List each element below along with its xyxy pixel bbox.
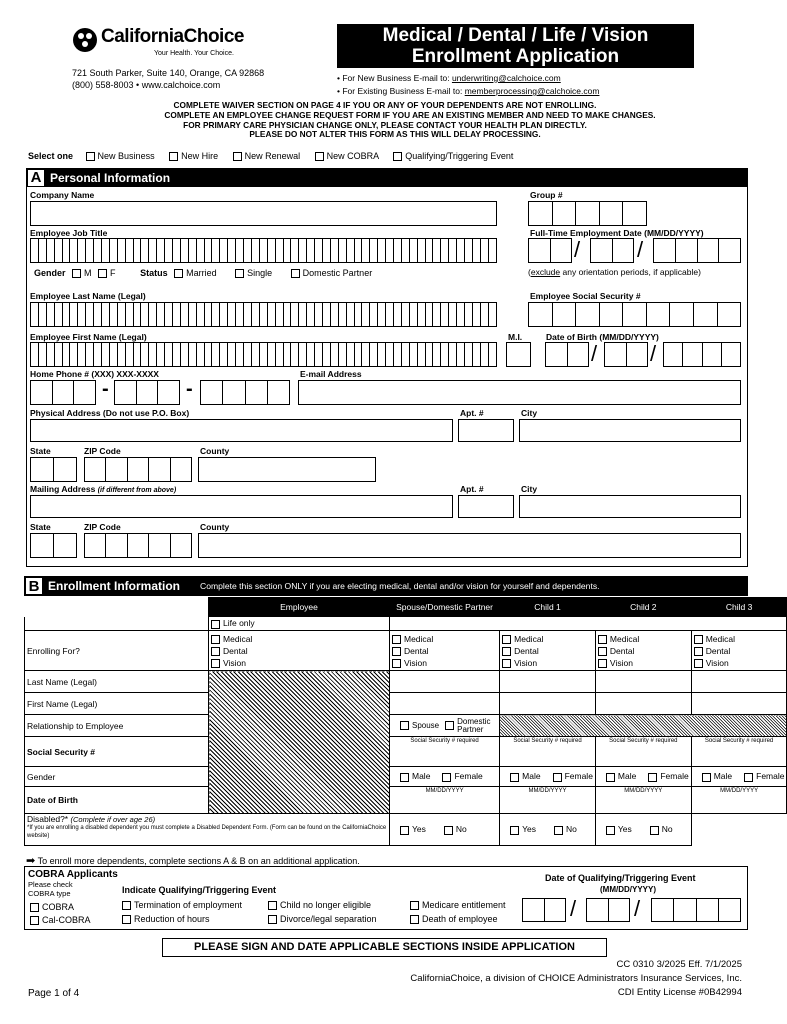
col-child2: Child 2 <box>595 598 691 617</box>
state-field[interactable] <box>30 457 77 482</box>
male-checkbox[interactable] <box>400 773 409 782</box>
california-choice-logo-icon <box>72 26 98 54</box>
male-checkbox[interactable] <box>606 773 615 782</box>
child3-ssn[interactable]: Social Security # required <box>691 737 787 767</box>
spouse-gender: Male Female <box>390 767 500 787</box>
city-label: City <box>521 408 538 418</box>
dental-checkbox[interactable] <box>694 647 703 656</box>
mailing-zip-field[interactable] <box>84 533 192 558</box>
medical-checkbox[interactable] <box>694 635 703 644</box>
dob-month-field[interactable] <box>545 342 589 367</box>
spouse-checkbox[interactable] <box>400 721 409 730</box>
medical-checkbox[interactable] <box>502 635 511 644</box>
date-slash: / <box>634 896 641 921</box>
qualifying-date-title: Date of Qualifying/Triggering Event <box>545 873 696 883</box>
male-checkbox[interactable] <box>510 773 519 782</box>
title-banner <box>337 24 694 68</box>
col-employee: Employee <box>209 598 390 617</box>
vision-checkbox[interactable] <box>392 659 401 668</box>
spouse-relationship: Spouse Domestic Partner <box>390 715 500 737</box>
child2-dob[interactable]: MM/DD/YYYY <box>595 787 691 814</box>
cobra-type-options: COBRA Cal-COBRA <box>30 901 91 927</box>
mailing-county-field[interactable] <box>198 533 741 558</box>
event-month-field[interactable] <box>522 898 566 922</box>
child2-last-name[interactable] <box>595 671 691 693</box>
license: CDI Entity License #0B42994 <box>617 987 742 998</box>
section-letter-a: A <box>28 170 44 186</box>
medical-checkbox[interactable] <box>598 635 607 644</box>
title-line2: Enrollment Application <box>411 46 620 67</box>
death-checkbox[interactable] <box>410 915 419 924</box>
indicate-event-label: Indicate Qualifying/Triggering Event <box>122 885 277 895</box>
employee-coverage: Medical Dental Vision <box>209 631 390 671</box>
female-checkbox[interactable] <box>553 773 562 782</box>
spouse-dob[interactable]: MM/DD/YYYY <box>390 787 500 814</box>
date-slash: / <box>574 237 581 262</box>
dental-checkbox[interactable] <box>598 647 607 656</box>
mailing-city-field[interactable] <box>519 495 741 518</box>
ssn-label: Employee Social Security # <box>530 291 641 301</box>
child1-coverage: Medical Dental Vision <box>500 631 596 671</box>
enrollment-table <box>24 597 787 846</box>
child1-last-name[interactable] <box>500 671 596 693</box>
last-name-field[interactable] <box>30 302 497 327</box>
mailing-apt-label: Apt. # <box>460 484 484 494</box>
zip-field[interactable] <box>84 457 192 482</box>
female-checkbox[interactable] <box>442 773 451 782</box>
form-id: CC 0310 3/2025 Eff. 7/1/2025 <box>616 959 742 970</box>
email-field[interactable] <box>298 380 741 405</box>
female-checkbox[interactable] <box>648 773 657 782</box>
dental-checkbox[interactable] <box>211 647 220 656</box>
section-letter-b: B <box>26 578 42 594</box>
city-field[interactable] <box>519 419 741 442</box>
group-label: Group # <box>530 190 563 200</box>
page-number: Page 1 of 4 <box>28 988 80 999</box>
apt-field[interactable] <box>458 419 514 442</box>
company-phone-web: (800) 558-8003 • www.calchoice.com <box>72 80 221 90</box>
spouse-last-name[interactable] <box>390 671 500 693</box>
status-single-checkbox[interactable] <box>235 269 244 278</box>
email-new-link[interactable]: underwriting@calchoice.com <box>451 73 561 83</box>
group-number-field[interactable] <box>528 201 647 226</box>
phone-dash: - <box>102 378 109 400</box>
vision-checkbox[interactable] <box>211 659 220 668</box>
relationship-row-label: Relationship to Employee <box>25 715 209 737</box>
county-field[interactable] <box>198 457 376 482</box>
status-label: Status <box>140 268 168 278</box>
employee-hatched-area <box>209 671 390 814</box>
no-checkbox[interactable] <box>554 826 563 835</box>
yes-checkbox[interactable] <box>606 826 615 835</box>
child3-first-name[interactable] <box>691 693 787 715</box>
child3-last-name[interactable] <box>691 671 787 693</box>
section-b-header <box>24 576 748 596</box>
phone-prefix-field[interactable] <box>114 380 180 405</box>
mailing-state-field[interactable] <box>30 533 77 558</box>
spouse-first-name[interactable] <box>390 693 500 715</box>
ssn-row-label: Social Security # <box>25 737 209 767</box>
domestic-partner-checkbox[interactable] <box>445 721 454 730</box>
spouse-ssn[interactable]: Social Security # required <box>390 737 500 767</box>
email-existing: • For Existing Business E-mail to: memberprocessing@calchoice.com <box>337 86 600 96</box>
event-year-field[interactable] <box>651 898 741 922</box>
gender-status-row: Gender M F Status Married Single Domestic Partner <box>34 268 373 278</box>
mailing-note: (if different from above) <box>97 487 177 494</box>
female-checkbox[interactable] <box>744 773 753 782</box>
medical-checkbox[interactable] <box>211 635 220 644</box>
mi-field[interactable] <box>506 342 531 367</box>
child3-coverage: Medical Dental Vision <box>691 631 787 671</box>
gender-m-checkbox[interactable] <box>72 269 81 278</box>
event-options: Termination of employment Child no longer eligible Medicare entitlement Reduction of hours Divorce/legal separation Death of employee <box>122 898 506 926</box>
disabled-row-label: Disabled?* (Complete if over age 26) *If you are enrolling a disabled dependent you must complete a Disabled Dependent Form. (Form can be found on the CaliforniaChoice website) <box>25 814 390 846</box>
email-new: • For New Business E-mail to: underwriting@calchoice.com <box>337 73 561 83</box>
spouse-coverage: Medical Dental Vision <box>390 631 500 671</box>
physical-address-field[interactable] <box>30 419 453 442</box>
cal-cobra-checkbox[interactable] <box>30 916 39 925</box>
instruction-line: COMPLETE WAIVER SECTION ON PAGE 4 IF YOU OR ANY OF YOUR DEPENDENTS ARE NOT ENROLLING. <box>173 100 597 110</box>
mi-label: M.I. <box>508 332 523 342</box>
mailing-apt-field[interactable] <box>458 495 514 518</box>
section-a-header <box>26 168 748 187</box>
medicare-checkbox[interactable] <box>410 901 419 910</box>
mailing-city-label: City <box>521 484 538 494</box>
cobra-please-check: Please check COBRA type <box>28 880 73 898</box>
child-ineligible-checkbox[interactable] <box>268 901 277 910</box>
last-name-label: Employee Last Name (Legal) <box>30 291 146 301</box>
email-existing-link[interactable]: memberprocessing@calchoice.com <box>464 86 600 96</box>
medical-checkbox[interactable] <box>392 635 401 644</box>
child1-dob[interactable]: MM/DD/YYYY <box>500 787 596 814</box>
dob-day-field[interactable] <box>604 342 648 367</box>
phone-dash: - <box>186 378 193 400</box>
vision-checkbox[interactable] <box>598 659 607 668</box>
first-name-label: Employee First Name (Legal) <box>30 332 147 342</box>
child2-coverage: Medical Dental Vision <box>595 631 691 671</box>
date-slash: / <box>570 896 577 921</box>
dob-label: Date of Birth (MM/DD/YYYY) <box>546 332 659 342</box>
dob-row-label: Date of Birth <box>25 787 209 814</box>
arrow-right-icon: ➡ <box>26 855 36 867</box>
title-line1: Medical / Dental / Life / Vision <box>382 25 649 46</box>
fulltime-year-field[interactable] <box>653 238 741 263</box>
logo <box>72 24 262 64</box>
new-business-checkbox[interactable] <box>86 152 95 161</box>
job-title-label: Employee Job Title <box>30 228 108 238</box>
gender-row-label: Gender <box>25 767 209 787</box>
no-checkbox[interactable] <box>444 826 453 835</box>
mailing-zip-label: ZIP Code <box>84 522 121 532</box>
child2-disabled: Yes No <box>500 814 596 846</box>
mailing-county-label: County <box>200 522 230 532</box>
yes-checkbox[interactable] <box>400 826 409 835</box>
phone-line-field[interactable] <box>200 380 290 405</box>
col-child3: Child 3 <box>691 598 787 617</box>
vision-checkbox[interactable] <box>502 659 511 668</box>
divorce-checkbox[interactable] <box>268 915 277 924</box>
cobra-title: COBRA Applicants <box>28 869 118 880</box>
vision-checkbox[interactable] <box>694 659 703 668</box>
reduction-hours-checkbox[interactable] <box>122 915 131 924</box>
child1-first-name[interactable] <box>500 693 596 715</box>
first-name-row-label: First Name (Legal) <box>25 693 209 715</box>
phone-area-field[interactable] <box>30 380 96 405</box>
logo-name: CaliforniaChoice <box>101 26 244 47</box>
child1-ssn[interactable]: Social Security # required <box>500 737 596 767</box>
select-one-row: Select one New Business New Hire New Renewal New COBRA Qualifying/Triggering Event <box>28 151 514 161</box>
mailing-address-field[interactable] <box>30 495 453 518</box>
mailing-state-label: State <box>30 522 51 532</box>
ssn-field[interactable] <box>528 302 741 327</box>
fulltime-month-field[interactable] <box>528 238 572 263</box>
male-checkbox[interactable] <box>702 773 711 782</box>
dob-year-field[interactable] <box>663 342 741 367</box>
company-address: 721 South Parker, Suite 140, Orange, CA 92868 <box>72 68 265 78</box>
dental-checkbox[interactable] <box>502 647 511 656</box>
life-only-checkbox[interactable] <box>211 620 220 629</box>
child1-disabled: Yes No <box>390 814 500 846</box>
first-name-field[interactable] <box>30 342 497 367</box>
instruction-line: COMPLETE AN EMPLOYEE CHANGE REQUEST FORM IF YOU ARE AN EXISTING MEMBER AND NEED TO MAKE CHANGES. <box>164 109 656 120</box>
mailing-address-label: Mailing Address (if different from above) <box>30 484 177 494</box>
state-label: State <box>30 446 51 456</box>
child1-gender: Male Female <box>500 767 596 787</box>
county-label: County <box>200 446 230 456</box>
company-name-label: Company Name <box>30 190 95 200</box>
gender-f-checkbox[interactable] <box>98 269 107 278</box>
section-b-title: Enrollment Information <box>48 579 180 593</box>
select-one-label: Select one <box>28 151 74 161</box>
home-phone-label: Home Phone # (XXX) XXX-XXXX <box>30 369 159 379</box>
child-relationship-hatched <box>500 715 787 737</box>
date-slash: / <box>650 341 657 366</box>
exclude-note: (exclude any orientation periods, if applicable) <box>528 267 701 277</box>
logo-tagline: Your Health. Your Choice. <box>154 50 234 57</box>
instruction-line: PLEASE DO NOT ALTER THIS FORM AS THIS WILL DELAY PROCESSING. <box>249 129 541 140</box>
status-domestic-partner-checkbox[interactable] <box>291 269 300 278</box>
company-name-field[interactable] <box>30 201 497 226</box>
status-married-checkbox[interactable] <box>174 269 183 278</box>
cobra-checkbox[interactable] <box>30 903 39 912</box>
physical-address-label: Physical Address (Do not use P.O. Box) <box>30 408 190 418</box>
new-hire-checkbox[interactable] <box>169 152 178 161</box>
termination-checkbox[interactable] <box>122 901 131 910</box>
child3-gender: Male Female <box>691 767 787 787</box>
yes-checkbox[interactable] <box>510 826 519 835</box>
section-b-subtitle: Complete this section ONLY if you are electing medical, dental and/or vision for yourself and dependents. <box>200 581 600 591</box>
section-a-title: Personal Information <box>50 170 171 185</box>
date-slash: / <box>637 237 644 262</box>
job-title-field[interactable] <box>30 238 497 263</box>
fulltime-day-field[interactable] <box>590 238 634 263</box>
child3-disabled: Yes No <box>595 814 691 846</box>
life-only-cell: Life only <box>209 617 390 631</box>
no-checkbox[interactable] <box>650 826 659 835</box>
footer-company: CaliforniaChoice, a division of CHOICE Administrators Insurance Services, Inc. <box>410 973 742 984</box>
gender-label: Gender <box>34 268 66 278</box>
child3-dob[interactable]: MM/DD/YYYY <box>691 787 787 814</box>
instructions <box>0 101 770 140</box>
date-slash: / <box>591 341 598 366</box>
email-label: E-mail Address <box>300 369 362 379</box>
qualifying-event-checkbox[interactable] <box>393 152 402 161</box>
sign-banner: PLEASE SIGN AND DATE APPLICABLE SECTIONS INSIDE APPLICATION <box>162 938 607 957</box>
child2-ssn[interactable]: Social Security # required <box>595 737 691 767</box>
new-renewal-checkbox[interactable] <box>233 152 242 161</box>
qualifying-date-format: (MM/DD/YYYY) <box>600 885 656 894</box>
col-spouse: Spouse/Domestic Partner <box>390 598 500 617</box>
child2-gender: Male Female <box>595 767 691 787</box>
new-cobra-checkbox[interactable] <box>315 152 324 161</box>
dental-checkbox[interactable] <box>392 647 401 656</box>
enrolling-for-label: Enrolling For? <box>25 631 209 671</box>
zip-label: ZIP Code <box>84 446 121 456</box>
child2-first-name[interactable] <box>595 693 691 715</box>
last-name-row-label: Last Name (Legal) <box>25 671 209 693</box>
apt-label: Apt. # <box>460 408 484 418</box>
col-child1: Child 1 <box>500 598 596 617</box>
event-day-field[interactable] <box>586 898 630 922</box>
fulltime-date-label: Full-Time Employment Date (MM/DD/YYYY) <box>530 228 704 238</box>
more-dependents-note: ➡ To enroll more dependents, complete sections A & B on an additional application. <box>26 855 360 867</box>
instruction-line: FOR PRIMARY CARE PHYSICIAN CHANGE ONLY, PLEASE CONTACT YOUR HEALTH PLAN DIRECTLY. <box>183 119 587 130</box>
